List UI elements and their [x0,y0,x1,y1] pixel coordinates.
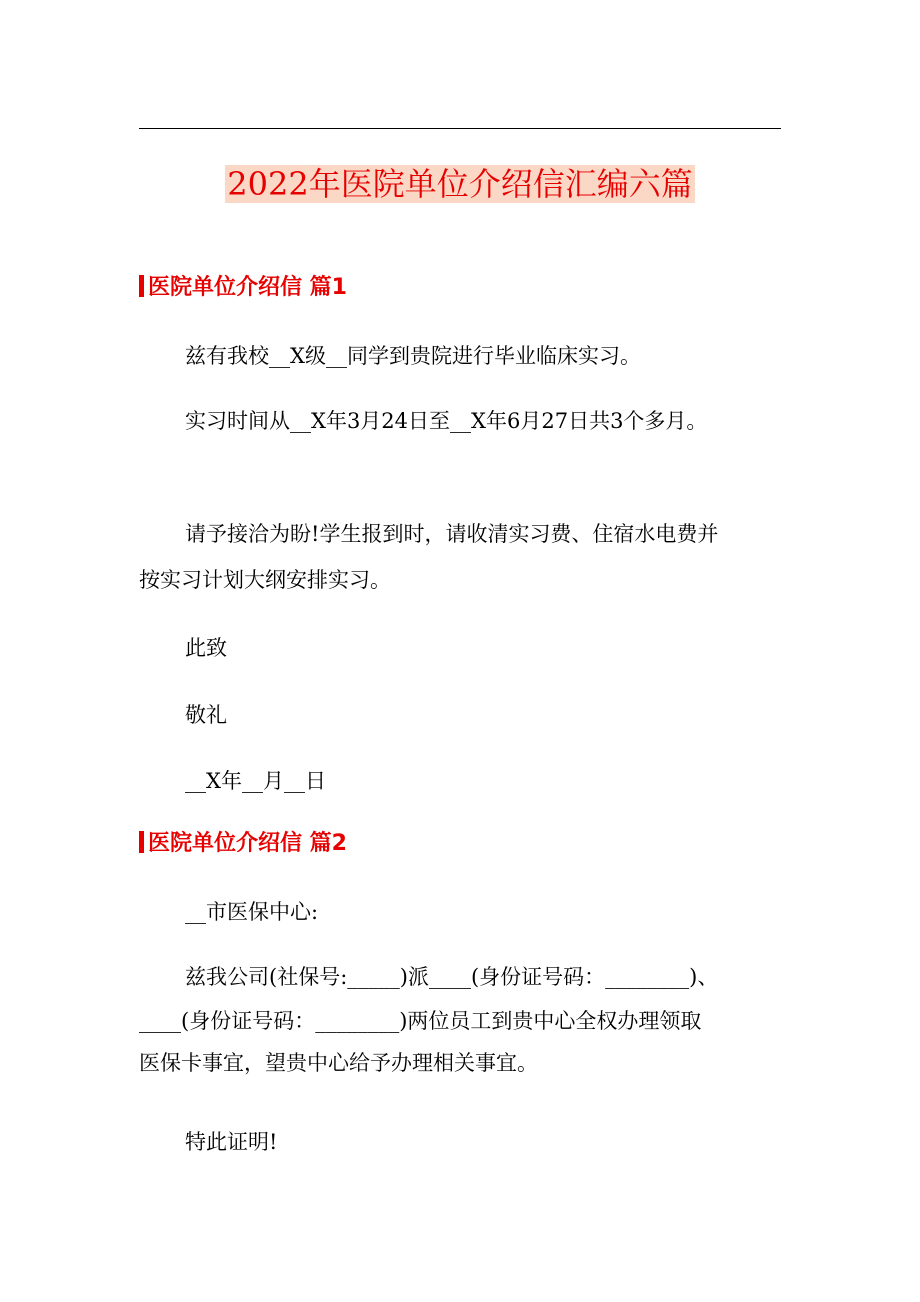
closing-regards: 敬礼 [185,703,227,727]
paragraph-authorization-line-3: 医保卡事宜，望贵中心给予办理相关事宜。 [139,1051,538,1075]
section-heading-1 [139,273,347,303]
date-line: __X年__月__日 [185,769,326,793]
top-rule [139,128,781,129]
closing-salutation: 此致 [185,636,227,660]
recipient-line: __市医保中心: [185,900,319,924]
paragraph-request-line-1: 请予接洽为盼!学生报到时，请收清实习费、住宿水电费并 [185,522,719,546]
paragraph-duration: 实习时间从__X年3月24日至__X年6月27日共3个多月。 [185,409,708,433]
paragraph-request [139,516,789,598]
paragraph-authorization-line-2: ____(身份证号码：________)两位员工到贵中心全权办理领取 [139,1009,702,1033]
paragraph-authorization [139,959,789,1081]
paragraph-authorization-line-1: 兹我公司(社保号:_____)派____(身份证号码：________)、 [185,965,719,989]
document-title [0,160,920,208]
section-heading-2-text: 医院单位介绍信 篇2 [148,831,347,856]
heading-marker-bar [139,831,144,853]
paragraph-intro: 兹有我校__X级__同学到贵院进行毕业临床实习。 [185,344,641,368]
heading-marker-bar [139,275,144,297]
certification-line: 特此证明! [185,1130,278,1154]
document-title-text: 2022年医院单位介绍信汇编六篇 [227,165,693,203]
section-heading-1-text: 医院单位介绍信 篇1 [148,275,347,300]
section-heading-2 [139,829,347,859]
paragraph-request-line-2: 按实习计划大纲安排实习。 [139,568,391,592]
